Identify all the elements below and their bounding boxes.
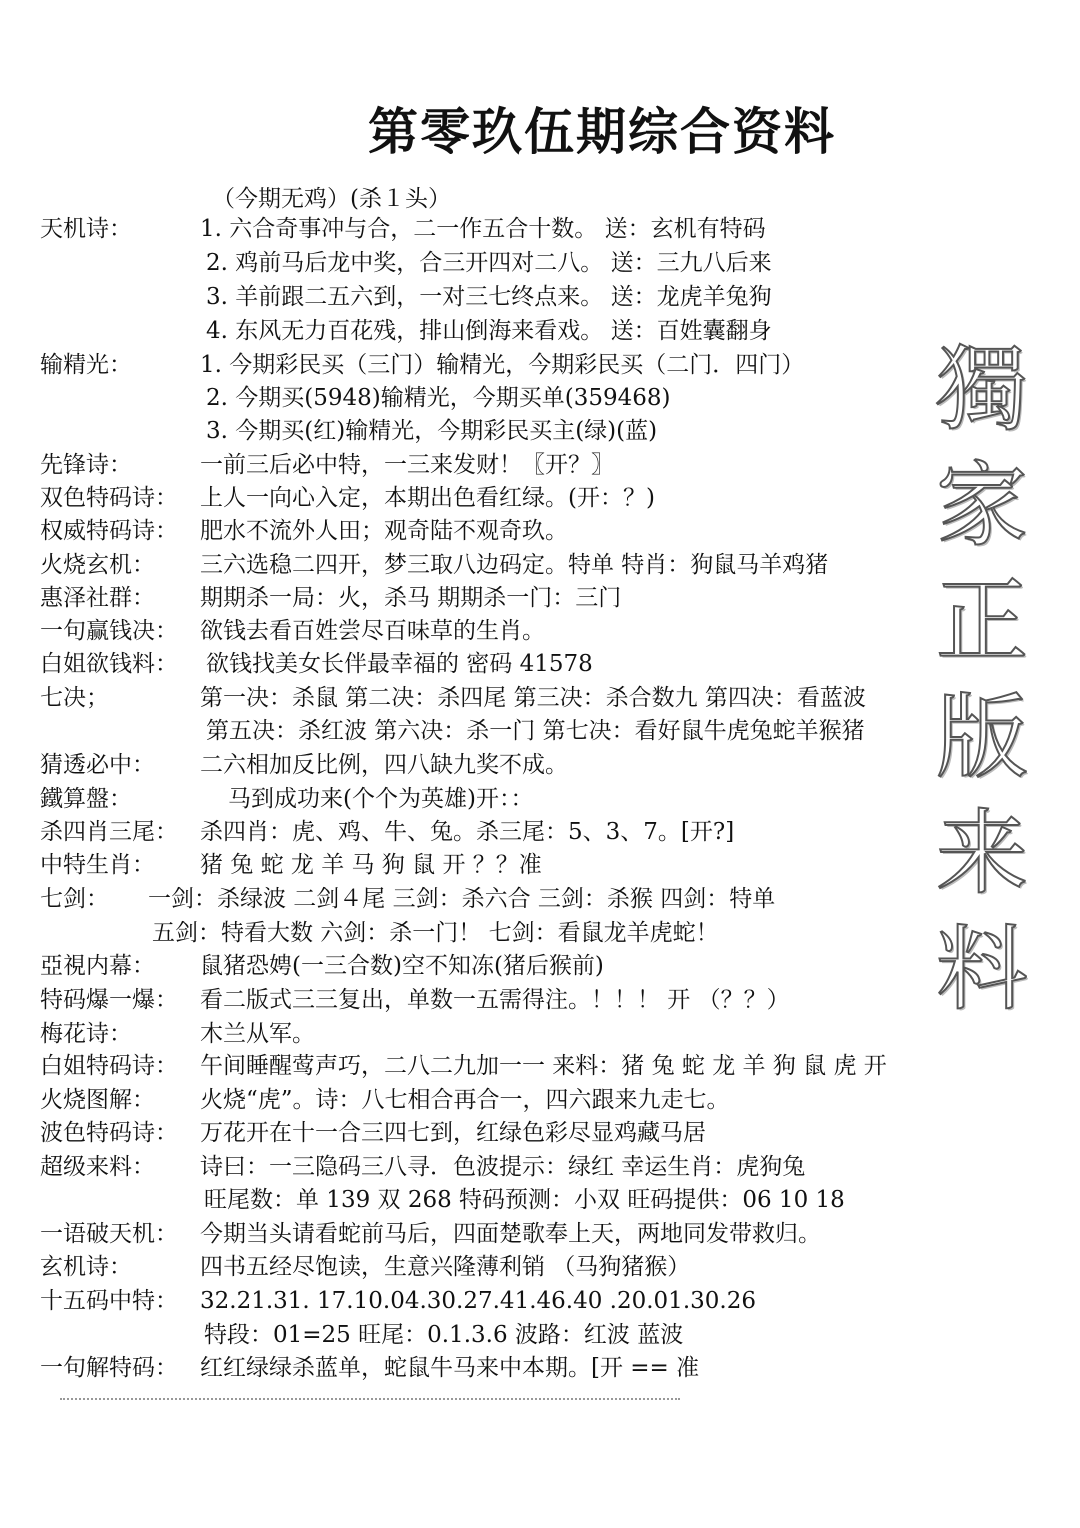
entry-content: 1. 今期彩民买（三门）输精光，今期彩民买（二门．四门）: [200, 352, 805, 378]
entry-label: 一句赢钱决：: [40, 618, 178, 644]
entry-content: 诗曰：一三隐码三八寻．色波提示：绿红 幸运生肖：虎狗兔: [200, 1154, 806, 1180]
watermark-char: 正: [935, 568, 1028, 675]
entry-label: 杀四肖三尾：: [40, 819, 178, 845]
entry-label: 天机诗：: [40, 216, 132, 242]
entry-content: 红红绿绿杀蓝单，蛇鼠牛马来中本期。[开 == 准: [200, 1355, 700, 1381]
entry-content: 杀四肖：虎、鸡、牛、兔。杀三尾：5、3、7。[开?]: [200, 819, 735, 845]
entry-label: 中特生肖：: [40, 852, 155, 878]
entry-label: 权威特码诗：: [40, 518, 178, 544]
entry-content: 4. 东风无力百花残，排山倒海来看戏。 送：百姓囊翻身: [206, 318, 772, 344]
entry-label: 双色特码诗：: [40, 485, 178, 511]
entry-label: 猜透必中：: [40, 752, 155, 778]
entry-label: 特码爆一爆：: [40, 987, 178, 1013]
entry-content: 猪 兔 蛇 龙 羊 马 狗 鼠 开 ？？准: [200, 852, 542, 878]
entry-content: 四书五经尽饱读，生意兴隆薄利销 （马狗猪猴）: [200, 1254, 691, 1280]
entry-content: 二六相加反比例，四八缺九奖不成。: [200, 752, 568, 778]
watermark-char: 来: [935, 800, 1028, 907]
entry-label: 一句解特码：: [40, 1355, 178, 1381]
entry-label: 梅花诗：: [40, 1021, 132, 1047]
entry-content: 第五决：杀红波 第六决：杀一门 第七决：看好鼠牛虎兔蛇羊猴猪: [206, 718, 865, 744]
page-subtitle: （今期无鸡）(杀１头）: [212, 186, 451, 212]
entry-content: 火烧“虎”。诗：八七相合再合一，四六跟来九走七。: [200, 1087, 730, 1113]
entry-content: 欲钱找美女长伴最幸福的 密码 41578: [206, 651, 593, 677]
entry-label: 七剑：: [40, 886, 109, 912]
entry-label: 鐵算盤：: [40, 786, 132, 812]
entry-label: 先锋诗：: [40, 452, 132, 478]
entry-label: 白姐欲钱料：: [40, 651, 178, 677]
entry-label: 输精光：: [40, 352, 132, 378]
entry-content: 今期当头请看蛇前马后，四面楚歌奉上天，两地同发带救归。: [200, 1221, 821, 1247]
entry-content: 五剑：特看大数 六剑：杀一门！ 七剑：看鼠龙羊虎蛇！: [152, 920, 719, 946]
watermark-char: 獨: [935, 336, 1028, 443]
entry-content: 32.21.31. 17.10.04.30.27.41.46.40 .20.01.30.26: [200, 1288, 756, 1314]
watermark-char: 料: [935, 916, 1028, 1023]
entry-content: 鼠猪恐娉(一三合数)空不知冻(猪后猴前): [200, 953, 604, 979]
entry-content: 3. 今期买(红)输精光，今期彩民买主(绿)(蓝): [206, 418, 658, 444]
entry-label: 火烧玄机：: [40, 552, 155, 578]
entry-label: 火烧图解：: [40, 1087, 155, 1113]
entry-label: 玄机诗：: [40, 1254, 132, 1280]
entry-label: 白姐特码诗：: [40, 1053, 178, 1079]
entry-label: 七决；: [40, 685, 109, 711]
cropped-text-line: [60, 1398, 680, 1408]
entry-content: 三六选稳二四开，梦三取八边码定。特单 特肖：狗鼠马羊鸡猪: [200, 552, 829, 578]
entry-content: 一剑：杀绿波 二剑４尾 三剑：杀六合 三剑：杀猴 四剑：特单: [148, 886, 776, 912]
entry-content: 欲钱去看百姓尝尽百味草的生肖。: [200, 618, 545, 644]
entry-content: 万花开在十一合三四七到，红绿色彩尽显鸡藏马居: [200, 1120, 706, 1146]
entry-content: 2. 鸡前马后龙中奖，合三开四对二八。 送：三九八后来: [206, 250, 772, 276]
entry-label: 超级来料：: [40, 1154, 155, 1180]
entry-content: 一前三后必中特，一三来发财！〖开？〗: [200, 452, 614, 478]
entry-content: 2. 今期买(5948)输精光，今期买单(359468): [206, 385, 671, 411]
entry-content: 肥水不流外人田；观奇陆不观奇玖。: [200, 518, 568, 544]
page-title: 第零玖伍期综合资料: [368, 102, 836, 161]
entry-content: 3. 羊前跟二五六到，一对三七终点来。 送：龙虎羊兔狗: [206, 284, 772, 310]
watermark-char: 家: [935, 452, 1028, 559]
entry-label: 波色特码诗：: [40, 1120, 178, 1146]
watermark-char: 版: [935, 684, 1028, 791]
entry-content: 上人一向心入定，本期出色看红绿。(开：？): [200, 485, 655, 511]
entry-content: 期期杀一局：火，杀马 期期杀一门：三门: [200, 585, 622, 611]
entry-content: 第一决：杀鼠 第二决：杀四尾 第三决：杀合数九 第四决：看蓝波: [200, 685, 866, 711]
entry-content: 旺尾数：单 139 双 268 特码预测：小双 旺码提供：06 10 18: [204, 1187, 845, 1213]
entry-label: 惠泽社群：: [40, 585, 155, 611]
entry-content: 1. 六合奇事冲与合，二一作五合十数。 送：玄机有特码: [200, 216, 766, 242]
entry-content: 看二版式三三复出，单数一五需得注。！！！ 开 （？？）: [200, 987, 790, 1013]
entry-label: 一语破天机：: [40, 1221, 178, 1247]
entry-label: 十五码中特：: [40, 1288, 178, 1314]
entry-label: 亞視内幕：: [40, 953, 155, 979]
entry-content: 木兰从军。: [200, 1021, 315, 1047]
entry-content: 午间睡醒莺声巧，二八二九加一一 来料：猪 兔 蛇 龙 羊 狗 鼠 虎 开: [200, 1053, 887, 1079]
entry-content: 特段：01=25 旺尾：0.1.3.6 波路：红波 蓝波: [204, 1322, 684, 1348]
entry-content: 马到成功来(个个为英雄)开：：: [228, 786, 534, 812]
